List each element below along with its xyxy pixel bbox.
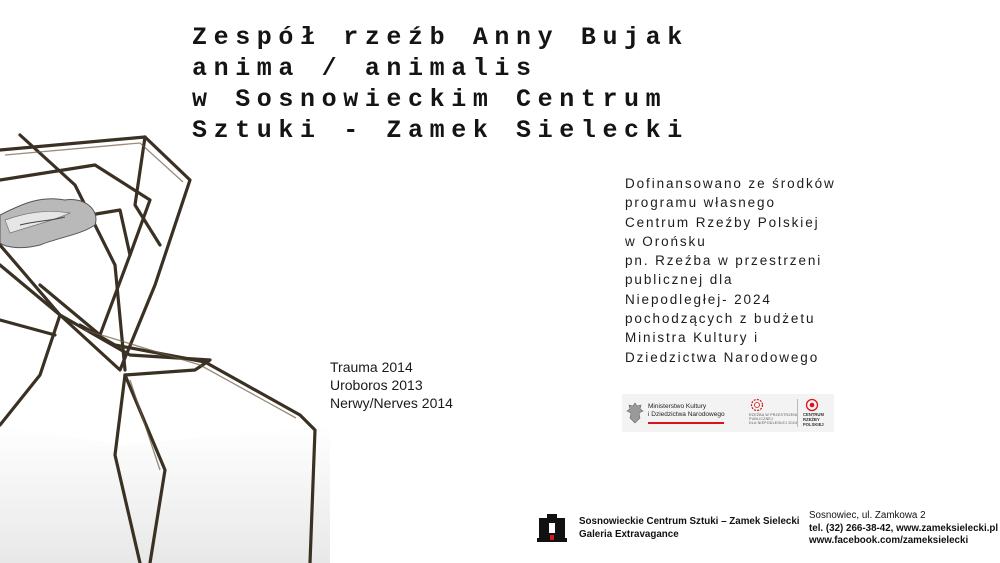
crp-name [803, 413, 824, 427]
program-line: RZEŹBA W PRZESTRZENI [749, 413, 798, 417]
address: Sosnowiec, ul. Zamkowa 2 [809, 510, 926, 521]
program-name [749, 413, 797, 426]
contact-block [809, 510, 998, 548]
institution-block [579, 515, 800, 541]
crp-line: CENTRUM [803, 412, 824, 417]
funding-line: Dofinansowano ze środków [625, 176, 836, 191]
work-item: Trauma 2014 [330, 359, 413, 375]
title-line: Zespół rzeźb Anny Bujak [192, 23, 689, 52]
work-item: Nerwy/Nerves 2014 [330, 395, 453, 411]
crp-line: RZEŹBY [803, 416, 820, 422]
facebook-link: www.facebook.com/zameksielecki [809, 535, 969, 546]
funding-line: pochodzących z budżetu [625, 311, 816, 327]
funding-line: w Orońsku [625, 233, 707, 249]
work-item: Uroboros 2013 [330, 377, 423, 393]
title-line: w Sosnowieckim Centrum [192, 85, 668, 114]
works-list [330, 358, 453, 412]
phone-website: tel. (32) 266-38-42, www.zameksielecki.pl [809, 522, 999, 534]
sculpture-image [0, 125, 330, 563]
funding-line: Niepodległej- 2024 [625, 291, 772, 307]
eagle-emblem-icon [625, 401, 645, 425]
ministry-underline [648, 422, 724, 424]
funding-line: Ministra Kultury i [625, 330, 759, 346]
program-logo-icon [750, 398, 764, 412]
castle-logo-icon [537, 514, 567, 542]
metal-cluster [0, 199, 96, 248]
funding-line: publicznej dla [625, 272, 734, 288]
ministry-line-2: i Dziedzictwa Narodowego [648, 411, 725, 418]
ministry-line-1: Ministerstwo Kultury [648, 403, 707, 410]
crp-logo-icon [805, 398, 819, 412]
crp-line: POLSKIEJ [803, 421, 824, 427]
program-line: PUBLICZNEJ [749, 417, 773, 422]
ministry-name [648, 403, 725, 419]
funding-line: pn. Rzeźba w przestrzeni [625, 253, 823, 269]
logo-divider [797, 399, 798, 427]
funding-line: programu własnego [625, 195, 776, 211]
title-line: anima / animalis [192, 54, 538, 83]
funding-note [625, 174, 836, 367]
title-line: Sztuki - Zamek Sielecki [192, 116, 689, 145]
sponsor-logos [622, 394, 834, 432]
funding-line: Centrum Rzeźby Polskiej [625, 214, 820, 230]
institution-name: Sosnowieckie Centrum Sztuki – Zamek Sielecki [579, 516, 800, 527]
funding-line: Dziedzictwa Narodowego [625, 349, 820, 365]
gallery-name: Galeria Extravagance [579, 529, 679, 540]
program-line: DLA NIEPODLEGŁEJ 2024 [749, 421, 798, 426]
